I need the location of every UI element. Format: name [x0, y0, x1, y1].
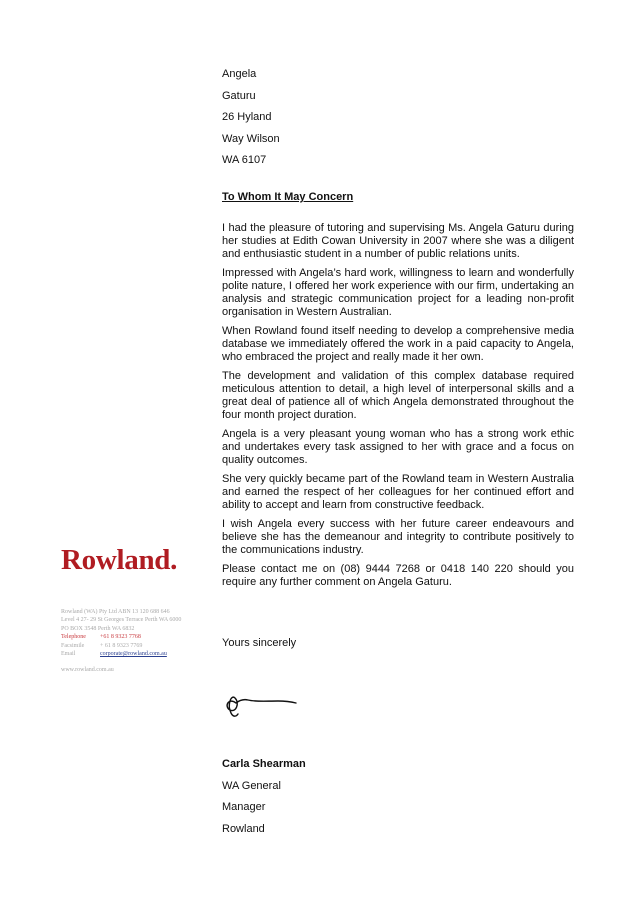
letter-body — [222, 222, 574, 595]
body-paragraph: Please contact me on (08) 9444 7268 or 0418 140 220 should you require any further comment on Angela Gaturu. — [222, 563, 574, 588]
recipient-line: WA 6107 — [222, 154, 267, 166]
recipient-line: Gaturu — [222, 89, 256, 102]
body-paragraph: I had the pleasure of tutoring and supervising Ms. Angela Gaturu during her studies at Edith Cowan University in 2007 where she was a diligent and enthusiastic student in a number of public relations units. — [222, 222, 574, 260]
company-address: Level 4 27- 29 St Georges Terrace Perth WA 6000 — [61, 617, 182, 624]
recipient-address — [222, 67, 280, 175]
recipient-line: 26 Hyland — [222, 111, 272, 123]
company-details — [61, 608, 181, 675]
body-paragraph: The development and validation of this complex database required meticulous attention to detail, a high level of interpersonal skills and a great deal of patience all of which Angela demonstrated throughout the four month project duration. — [222, 370, 574, 421]
company-legal: Rowland (WA) Pty Ltd ABN 13 120 688 646 — [61, 609, 170, 615]
signatory-title-line: Rowland — [222, 822, 265, 835]
company-telephone-row — [61, 633, 181, 641]
company-logo: Rowland. — [61, 544, 178, 576]
body-paragraph: Impressed with Angela’s hard work, willingness to learn and wonderfully polite nature, I offered her work experience with our firm, undertaking an analysis and strategic communication project for a leading non-profit organisation in Western Australian. — [222, 267, 574, 318]
body-paragraph: Angela is a very pleasant young woman who has a strong work ethic and undertakes every task assigned to her with grace and a focus on quality outcomes. — [222, 428, 574, 466]
body-paragraph: I wish Angela every success with her future career endeavours and believe she has the demeanour and integrity to contribute positively to the communications industry. — [222, 518, 574, 556]
signatory-block — [222, 757, 306, 843]
body-paragraph: When Rowland found itself needing to develop a comprehensive media database we immediately offered the work in a paid capacity to Angela, who embraced the project and really made it her own. — [222, 325, 574, 363]
email-link[interactable]: corporate@rowland.com.au — [100, 651, 167, 658]
facsimile-label: Facsimile — [61, 642, 85, 649]
signatory-title-line: WA General — [222, 779, 281, 792]
recipient-line: Way Wilson — [222, 132, 280, 145]
telephone-number: +61 8 9323 7768 — [100, 634, 141, 641]
company-facsimile-row — [61, 642, 181, 650]
recipient-line: Angela — [222, 68, 257, 80]
closing-salutation: Yours sincerely — [222, 637, 297, 649]
signatory-title-line: Manager — [222, 801, 266, 813]
facsimile-number: + 61 8 9323 7769 — [100, 642, 143, 649]
company-website[interactable]: www.rowland.com.au — [61, 667, 114, 674]
company-po-box: PO BOX 3548 Perth WA 6832 — [61, 625, 135, 632]
company-email-row — [61, 650, 181, 658]
letter-subject: To Whom It May Concern — [222, 191, 354, 203]
signatory-name: Carla Shearman — [222, 758, 306, 770]
handwritten-signature-icon — [222, 683, 302, 719]
telephone-label: Telephone — [61, 634, 86, 641]
email-label: Email — [61, 651, 76, 658]
body-paragraph: She very quickly became part of the Rowland team in Western Australia and earned the respect of her colleagues for her continued effort and ability to accept and learn from constructive feedback. — [222, 473, 574, 511]
